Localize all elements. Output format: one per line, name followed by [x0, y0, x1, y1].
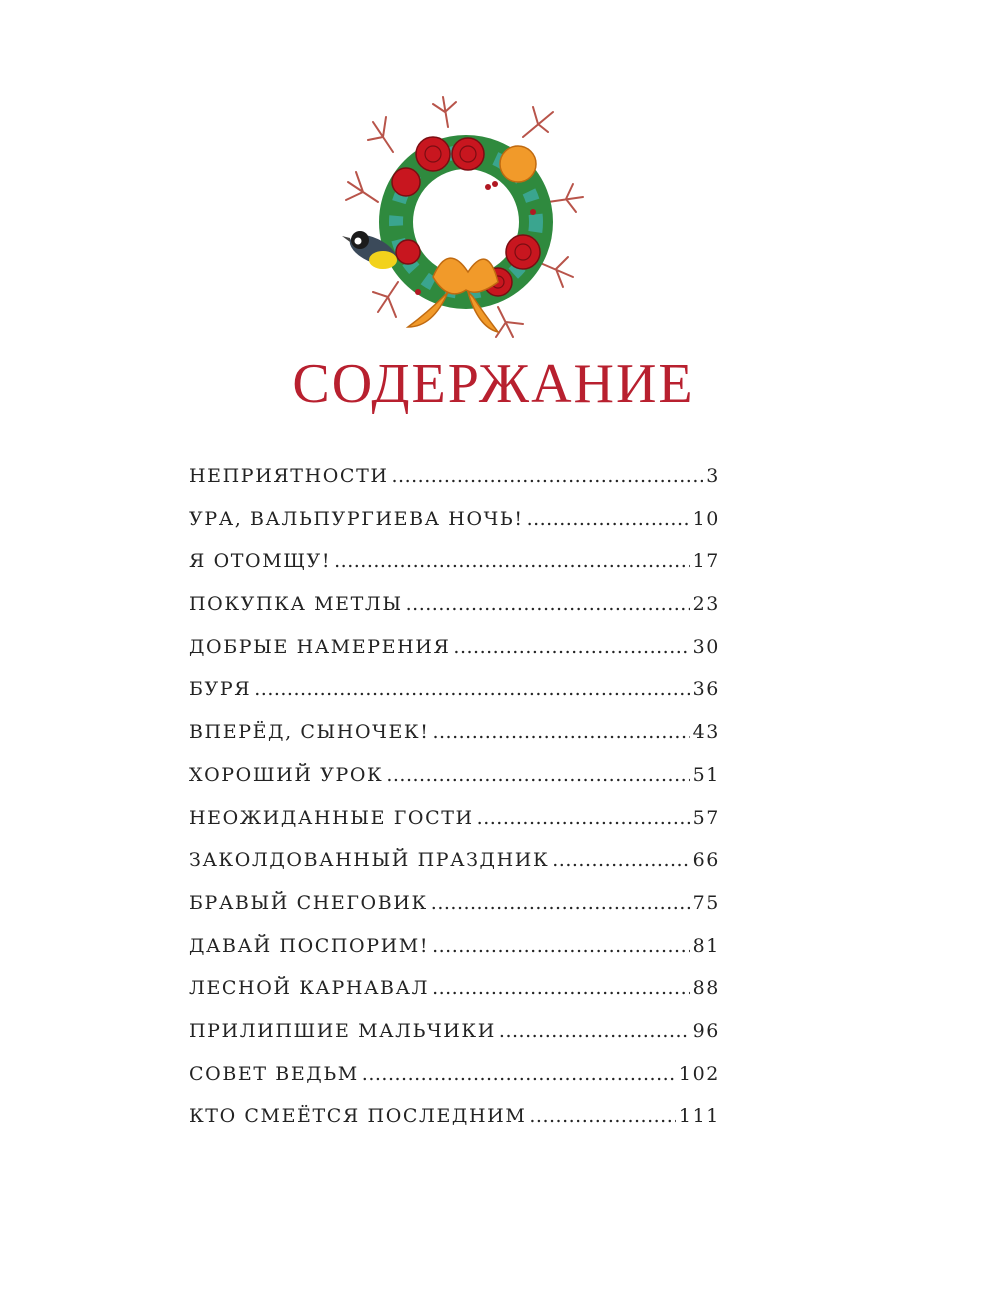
- toc-entry[interactable]: [189, 550, 720, 593]
- toc-entry[interactable]: [189, 849, 720, 892]
- toc-entry-page: 81: [692, 934, 720, 957]
- toc-leader-dots: [453, 636, 689, 658]
- toc-entry-page: 23: [692, 593, 720, 616]
- toc-entry-title: НЕОЖИДАННЫЕ ГОСТИ: [189, 806, 474, 829]
- toc-entry-title: ДОБРЫЕ НАМЕРЕНИЯ: [189, 635, 451, 658]
- toc-leader-dots: [362, 1063, 676, 1085]
- page-title: СОДЕРЖАНИЕ: [292, 353, 695, 415]
- toc-leader-dots: [529, 1105, 676, 1127]
- toc-leader-dots: [431, 892, 690, 914]
- toc-entry[interactable]: [189, 764, 720, 807]
- toc-leader-dots: [334, 550, 689, 572]
- toc-entry[interactable]: [189, 1020, 720, 1063]
- toc-leader-dots: [392, 465, 704, 487]
- toc-entry-page: 111: [678, 1105, 720, 1128]
- toc-entry-title: ДАВАЙ ПОСПОРИМ!: [189, 934, 430, 957]
- toc-entry-title: ВПЕРЁД, СЫНОЧЕК!: [189, 721, 430, 744]
- toc-entry[interactable]: [189, 593, 720, 636]
- toc-entry-title: БУРЯ: [189, 678, 252, 701]
- toc-leader-dots: [527, 508, 690, 530]
- toc-leader-dots: [552, 849, 689, 871]
- toc-entry-page: 51: [692, 763, 720, 786]
- toc-entry-page: 66: [692, 849, 720, 872]
- toc-leader-dots: [254, 678, 689, 700]
- toc-entry-title: ЗАКОЛДОВАННЫЙ ПРАЗДНИК: [189, 849, 550, 872]
- toc-leader-dots: [406, 593, 690, 615]
- toc-entry[interactable]: [189, 892, 720, 935]
- toc-entry-title: НЕПРИЯТНОСТИ: [189, 465, 389, 487]
- toc-entry-title: КТО СМЕЁТСЯ ПОСЛЕДНИМ: [189, 1105, 527, 1128]
- toc-entry[interactable]: [189, 465, 720, 508]
- toc-entry[interactable]: [189, 807, 720, 850]
- wreath-illustration-icon: [338, 92, 590, 352]
- toc-entry-page: 102: [678, 1062, 720, 1085]
- toc-leader-dots: [432, 721, 689, 743]
- toc-entry[interactable]: [189, 636, 720, 679]
- toc-entry-page: 30: [692, 635, 720, 658]
- toc-entry[interactable]: [189, 935, 720, 978]
- toc-entry-page: 10: [692, 507, 720, 530]
- toc-leader-dots: [432, 935, 690, 957]
- toc-entry[interactable]: [189, 1105, 720, 1148]
- toc-entry-title: ХОРОШИЙ УРОК: [189, 763, 384, 786]
- toc-entry-page: 88: [692, 977, 720, 1000]
- toc-entry[interactable]: [189, 977, 720, 1020]
- toc-leader-dots: [499, 1020, 690, 1042]
- toc-leader-dots: [432, 977, 690, 999]
- toc-entry-title: СОВЕТ ВЕДЬМ: [189, 1062, 359, 1085]
- toc-leader-dots: [477, 807, 690, 829]
- toc-entry-title: УРА, ВАЛЬПУРГИЕВА НОЧЬ!: [189, 507, 524, 530]
- toc-entry-title: Я ОТОМЩУ!: [189, 550, 332, 573]
- toc-entry-page: 96: [692, 1019, 720, 1042]
- toc-entry-title: БРАВЫЙ СНЕГОВИК: [189, 891, 428, 914]
- toc-entry-title: ЛЕСНОЙ КАРНАВАЛ: [189, 977, 430, 1000]
- toc-entry-page: 57: [692, 806, 720, 829]
- toc-entry-page: 43: [692, 721, 720, 744]
- toc-entry-title: ПРИЛИПШИЕ МАЛЬЧИКИ: [189, 1019, 496, 1042]
- toc-entry[interactable]: [189, 508, 720, 551]
- toc-entry-page: 75: [692, 891, 720, 914]
- toc-entry-page: 3: [706, 465, 720, 487]
- toc-entry[interactable]: [189, 678, 720, 721]
- toc-entry[interactable]: [189, 721, 720, 764]
- toc-entry[interactable]: [189, 1063, 720, 1106]
- toc-leader-dots: [386, 764, 689, 786]
- toc-entry-title: ПОКУПКА МЕТЛЫ: [189, 593, 403, 616]
- toc-entry-page: 36: [692, 678, 720, 701]
- table-of-contents: [189, 465, 720, 1148]
- toc-entry-page: 17: [692, 550, 720, 573]
